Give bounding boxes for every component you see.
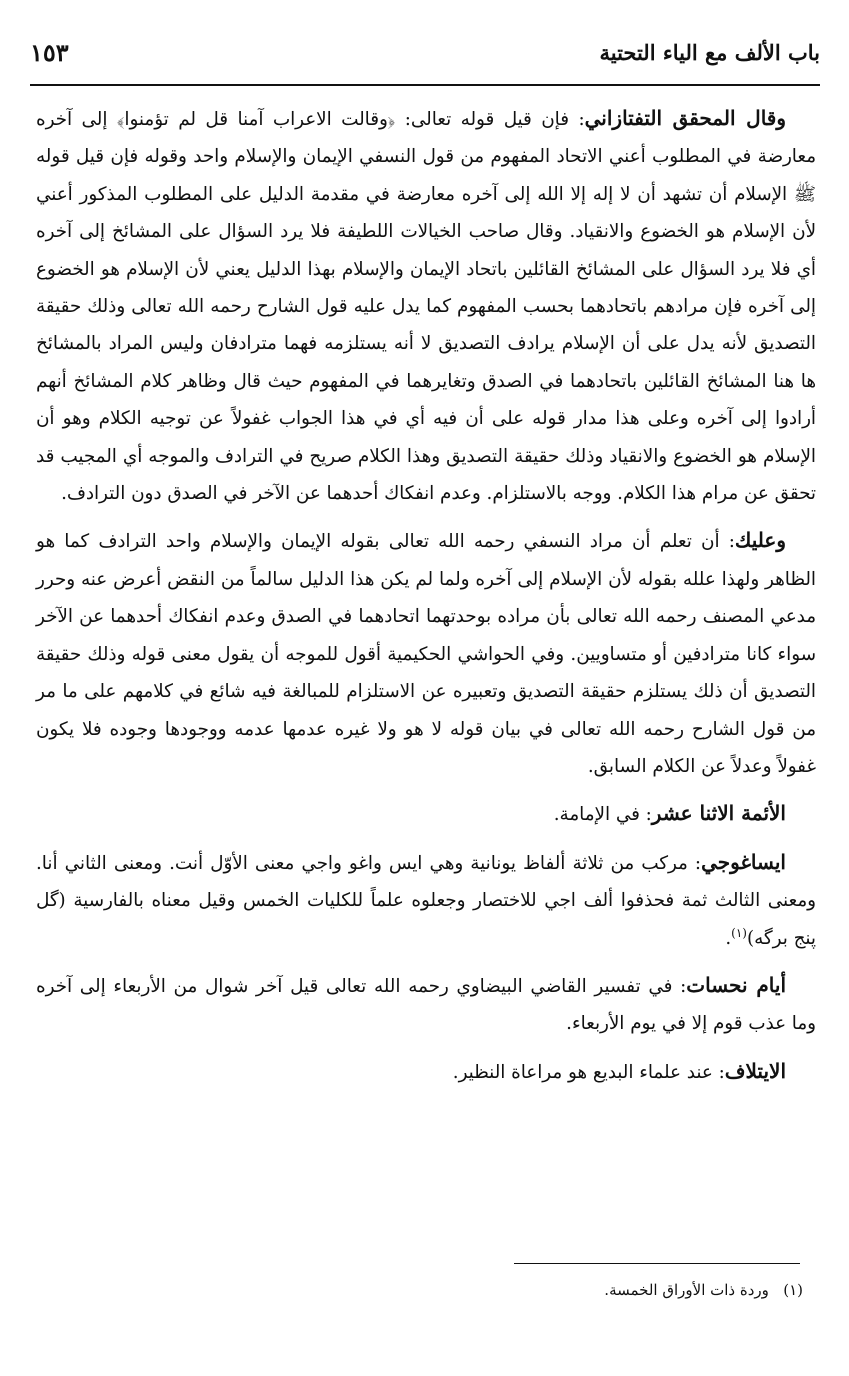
entry-itilaf xyxy=(36,1053,816,1091)
entry-isagoge xyxy=(36,844,816,957)
footnote-separator xyxy=(514,1263,800,1264)
entry-body: : فإن قيل قوله تعالى: ﴿وقالت الاعراب آمنا قل لم تؤمنوا﴾ إلى آخره معارضة في المطلوب أعني الاتحاد المفهوم من قول النسفي الإيمان والإسلام واحد وقوله فإن قيل قوله ﷺ الإسلام أن تشهد أن لا إله إلا الله إلى آخره معارضة في مقدمة الدليل على المطلوب المذكور أعني لأن الإسلام هو الخضوع والانقياد. وقال صاحب الخيالات اللطيفة فلا يرد السؤال على المشائخ إلى آخره أي فلا يرد السؤال على المشائخ القائلين باتحاد الإيمان والإسلام بهذا الدليل يعني لأن الإسلام هو الخضوع إلى آخره فإن مرادهم باتحادهما بحسب المفهوم كما يدل عليه قول الشارح رحمه الله تعالى وذلك حقيقة التصديق لأنه يدل على أن الإسلام يرادف التصديق لا أنه يستلزمه فهما مترادفان وليس المراد بالمشائخ ها هنا المشائخ القائلين باتحادهما في الصدق وتغايرهما في المفهوم حيث قال وظاهر كلام المشائخ أنهم أرادوا إلى آخره وعلى هذا مدار قوله على أن فيه أي في هذا الجواب غفولاً عن توجيه الكلام وهو أن الإسلام هو الخضوع والانقياد وذلك حقيقة التصديق وهذا الكلام صريح في الترادف والموجه أي المجيب قد تحقق عن مرام هذا الكلام. ووجه بالاستلزام. وعدم انفكاك أحدهما عن الآخر في الصدق دون الترادف. xyxy=(36,109,816,505)
entry-term: الايتلاف xyxy=(724,1058,786,1083)
entry-ayyam-nahisat xyxy=(36,967,816,1043)
chapter-title: باب الألف مع الياء التحتية xyxy=(599,40,820,65)
footnote-number: (١) xyxy=(783,1281,803,1299)
entry-body: : في تفسير القاضي البيضاوي رحمه الله تعالى قيل آخر شوال من الأربعاء إلى آخره وما عذب قوم إلا في يوم الأربعاء. xyxy=(36,975,816,1035)
entry-body-end: . xyxy=(725,927,732,949)
entry-term: وقال المحقق التفتازاني xyxy=(584,106,787,130)
entry-wa-alayk xyxy=(36,522,816,785)
page-number: ١٥٣ xyxy=(30,38,69,67)
entry-term: وعليك xyxy=(734,528,786,553)
entry-body: : مركب من ثلاثة ألفاظ يونانية وهي ايس واغو واجي معنى الأوّل أنت. ومعنى الثاني أنا. ومعنى الثالث ثمة فحذفوا ألف اجي للاختصار وجعلوه علماً للكليات الخمس وقيل معناه بالفارسية (گل پنج برگه) xyxy=(36,852,816,949)
entry-tahqiq-taftazani xyxy=(36,100,816,512)
entry-aimma-ithna-ashar xyxy=(36,795,816,833)
main-text xyxy=(36,100,816,1091)
entry-body: : أن تعلم أن مراد النسفي رحمه الله تعالى بقوله الإيمان والإسلام واحد الترادف كما هو الظاهر ولهذا علله بقوله لأن الإسلام إلى آخره ولما لم يكن هذا الدليل سالماً من النقض أعرض عنه وحرر مدعي المصنف رحمه الله تعالى بأن مراده بوحدتهما اتحادهما في الصدق وعدم انفكاك أحدهما عن الآخر سواء كانا مترادفين أو متساويين. وفي الحواشي الحكيمية أقول للموجه أن يقول معنى قوله وذلك حقيقة التصديق أن ذلك يستلزم حقيقة التصديق وتعبيره عن الاستلزام للمبالغة فيه شائع في كلامهم على ما مر من قول الشارح رحمه الله تعالى في بيان قوله لا هو ولا غيره عدمها عدمه ووجودها وجوده فلا يكون غفولاً وعدلاً عن الكلام السابق. xyxy=(36,531,816,777)
entry-term: الأئمة الاثنا عشر xyxy=(651,801,786,826)
entry-body: : عند علماء البديع هو مراعاة النظير. xyxy=(452,1061,725,1083)
footnote-text: وردة ذات الأوراق الخمسة. xyxy=(604,1281,769,1299)
running-header xyxy=(30,28,820,86)
entry-body: : في الإمامة. xyxy=(553,804,652,826)
entry-term: ايساغوجي xyxy=(701,849,786,874)
footnote xyxy=(300,1270,803,1310)
entry-term: أيام نحسات xyxy=(686,972,786,997)
footnote-reference[interactable]: (١) xyxy=(731,925,747,940)
